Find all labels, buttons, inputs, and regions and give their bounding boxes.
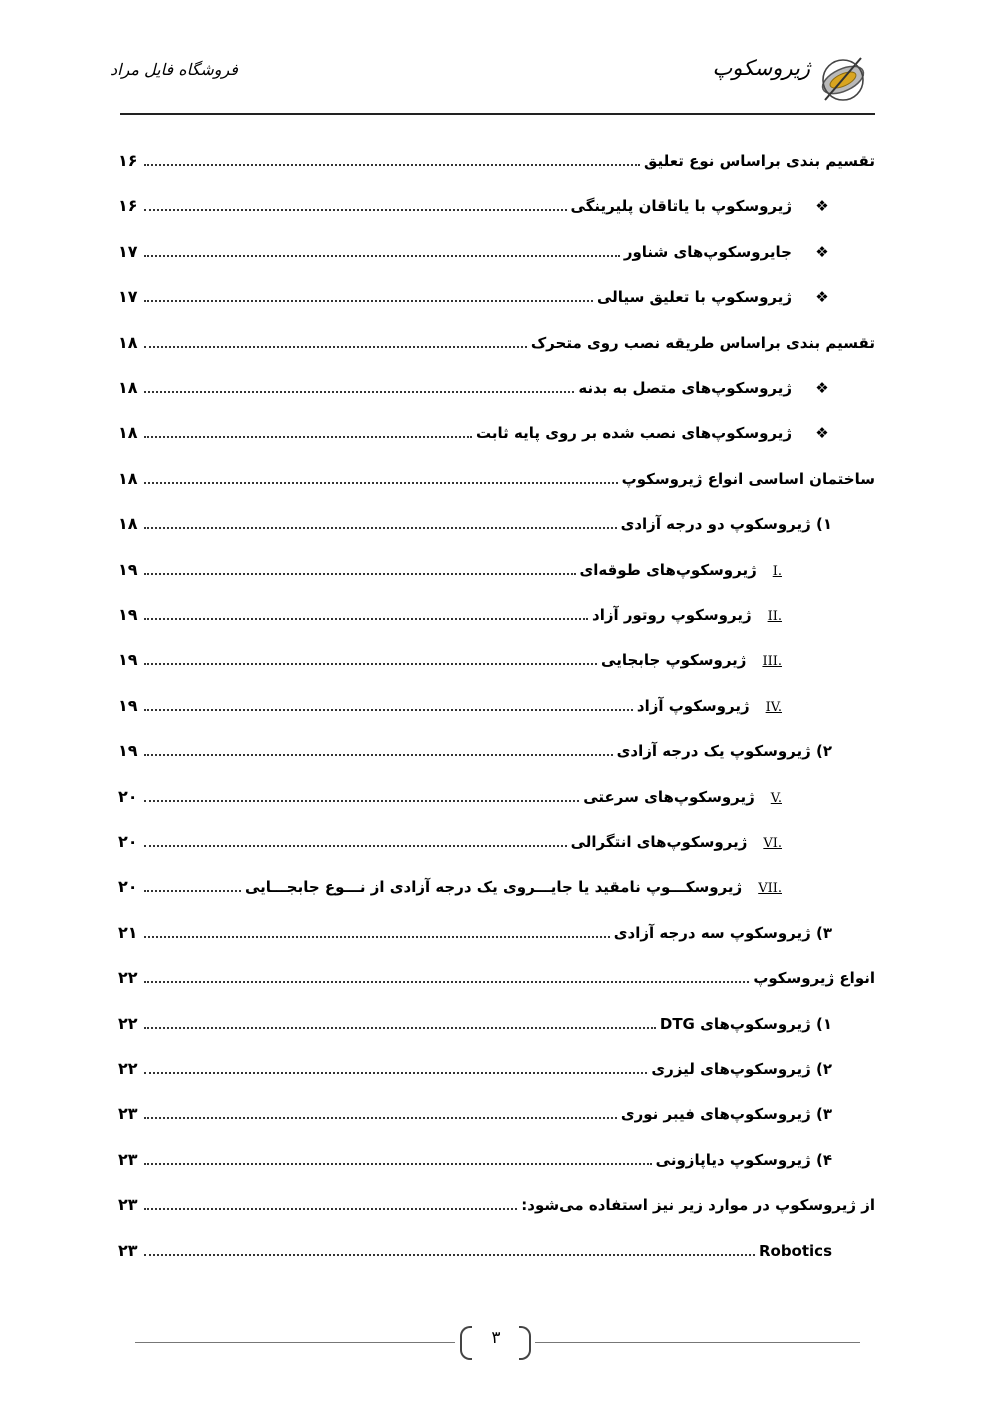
toc-entry [118,912,832,942]
toc-dot-leader [144,1145,652,1165]
toc-entry-page: ۲۲ [118,968,138,987]
page-number-bracket-left [460,1326,472,1360]
footer-line-left [135,1342,455,1343]
toc-entry-page: ۲۳ [118,1104,138,1123]
toc-entry [118,322,875,352]
toc-dot-leader [144,555,576,575]
toc-dot-leader [144,691,633,711]
toc-entry [118,458,875,488]
toc-entry-label: ۱) ژیروسکوپ‌های DTG [659,1015,832,1033]
toc-entry-page: ۲۰ [118,832,138,851]
toc-entry-page: ۱۸ [118,469,138,488]
toc-entry [118,776,782,806]
toc-entry-label: جایروسکوپ‌های شناور [623,243,792,261]
toc-entry [118,730,832,760]
toc-entry-page: ۱۶ [118,196,138,215]
toc-entry-label: ژیروسکوپ با یاتاقان پلیرینگی [570,197,792,215]
toc-entry-label: ژیروسکوپ‌های انتگرالی [570,833,748,851]
toc-entry [118,503,832,533]
toc-entry-page: ۱۹ [118,605,138,624]
toc-dot-leader [144,328,527,348]
toc-dot-leader [144,963,749,983]
toc-entry [118,685,782,715]
toc-entry-page: ۲۰ [118,877,138,896]
toc-entry [118,412,830,442]
toc-entry-page: ۱۹ [118,696,138,715]
toc-entry-label: ژیروسکوپ جابجایی [601,651,747,669]
toc-entry-marker: IV. [765,700,782,715]
toc-dot-leader [144,146,640,166]
toc-entry-page: ۱۹ [118,650,138,669]
toc-entry-page: ۱۸ [118,423,138,442]
toc-entry [118,367,830,397]
toc-entry-label: ۲) ژیروسکوپ‌های لیزری [651,1060,832,1078]
footer-line-right [535,1342,860,1343]
toc-entry-label: ژیروسکوپ‌های متصل به بدنه [578,379,792,397]
toc-entry-page: ۲۲ [118,1014,138,1033]
toc-entry-label: ۳) ژیروسکوپ سه درجه آزادی [613,924,832,942]
toc-dot-leader [144,418,472,438]
toc-entry-marker: I. [772,564,782,579]
toc-dot-leader [144,282,593,302]
toc-entry-label: از ژیروسکوپ در موارد زیر نیز استفاده می‌شود: [521,1196,875,1214]
toc-entry [118,1048,832,1078]
toc-dot-leader [144,782,579,802]
toc-entry [118,639,782,669]
toc-entry-page: ۲۳ [118,1241,138,1260]
toc-entry-page: ۲۰ [118,787,138,806]
toc-entry-label: ژیروسکوپ‌های نصب شده بر روی پایه ثابت [476,424,792,442]
toc-entry-page: ۱۶ [118,151,138,170]
toc-entry-label: ژیروسکوپ‌های طوقه‌ای [579,561,757,579]
toc-entry-marker: V. [770,791,782,806]
diamond-bullet-icon: ❖ [815,288,829,306]
toc-dot-leader [144,464,618,484]
toc-entry-label: ۴) ژیروسکوپ دیاپازونی [655,1151,832,1169]
toc-entry-page: ۱۷ [118,287,138,306]
toc-entry-page: ۲۳ [118,1150,138,1169]
toc-dot-leader [144,918,610,938]
toc-dot-leader [144,509,617,529]
toc-dot-leader [144,191,567,211]
diamond-bullet-icon: ❖ [815,197,829,215]
toc-entry-label: ژیروسکوپ‌های سرعتی [583,788,755,806]
toc-entry-label: ساختمان اساسی انواع ژیروسکوپ [621,470,875,488]
toc-entry [118,866,782,896]
toc-entry [118,549,782,579]
toc-entry-page: ۲۳ [118,1195,138,1214]
page-number: ۳ [491,1328,501,1348]
toc-dot-leader [144,1009,656,1029]
toc-entry [118,594,782,624]
toc-entry-label: ژیروسکوپ با تعلیق سیالی [597,288,792,306]
toc-entry-page: ۲۲ [118,1059,138,1078]
toc-entry-page: ۱۸ [118,514,138,533]
toc-dot-leader [144,373,574,393]
diamond-bullet-icon: ❖ [815,243,829,261]
toc-entry-label: ۲) ژیروسکوپ یک درجه آزادی [616,742,832,760]
toc-entry-label: تقسیم بندی براساس طریقه نصب روی متحرک [530,334,875,352]
toc-entry-page: ۱۷ [118,242,138,261]
toc-entry-label: ژیروسکوپ آزاد [636,697,750,715]
toc-dot-leader [144,1236,755,1256]
header-brand-title: ژیروسکوپ [712,56,810,80]
toc-dot-leader [144,1190,517,1210]
toc-entry-label: Robotics [758,1242,832,1260]
toc-entry-page: ۱۹ [118,741,138,760]
toc-entry [118,957,875,987]
toc-entry-page: ۱۸ [118,333,138,352]
toc-dot-leader [144,1099,617,1119]
toc-dot-leader [144,736,613,756]
toc-entry [118,276,830,306]
toc-entry [118,231,830,261]
toc-entry-label: ۱) ژیروسکوپ دو درجه آزادی [620,515,832,533]
toc-entry [118,185,830,215]
toc-dot-leader [144,872,241,892]
toc-entry-marker: VI. [763,836,782,851]
toc-dot-leader [144,600,588,620]
page-footer [0,1320,992,1370]
toc-entry [118,140,875,170]
toc-entry [118,1003,832,1033]
header-shop-name: فروشگاه فایل مراد [110,60,238,79]
page-number-bracket-right [519,1326,531,1360]
toc-entry [118,1139,832,1169]
toc-entry [118,1230,832,1260]
toc-entry-label: ژیروسکوپ روتور آزاد [592,606,752,624]
toc-entry-label: انواع ژیروسکوپ [753,969,875,987]
diamond-bullet-icon: ❖ [815,379,829,397]
toc-entry-page: ۱۹ [118,560,138,579]
toc-entry-page: ۱۸ [118,378,138,397]
diamond-bullet-icon: ❖ [815,424,829,442]
toc-dot-leader [144,645,597,665]
toc-entry [118,1184,875,1214]
toc-entry-marker: III. [762,654,782,669]
toc-entry-marker: II. [767,609,782,624]
toc-entry [118,821,782,851]
toc-dot-leader [144,237,620,257]
toc-entry-page: ۲۱ [118,923,138,942]
toc-dot-leader [144,1054,647,1074]
toc-entry-marker: VII. [758,881,782,896]
toc-entry-label: تقسیم بندی براساس نوع تعلیق [644,152,875,170]
toc-entry-label: ژیروسکـــوپ نامقید یا جایـــروی یک درجه آزادی از نـــوع جابجـــایی [244,878,743,896]
toc-dot-leader [144,827,567,847]
toc-entry-label: ۳) ژیروسکوپ‌های فیبر نوری [620,1105,832,1123]
toc-entry [118,1093,832,1123]
